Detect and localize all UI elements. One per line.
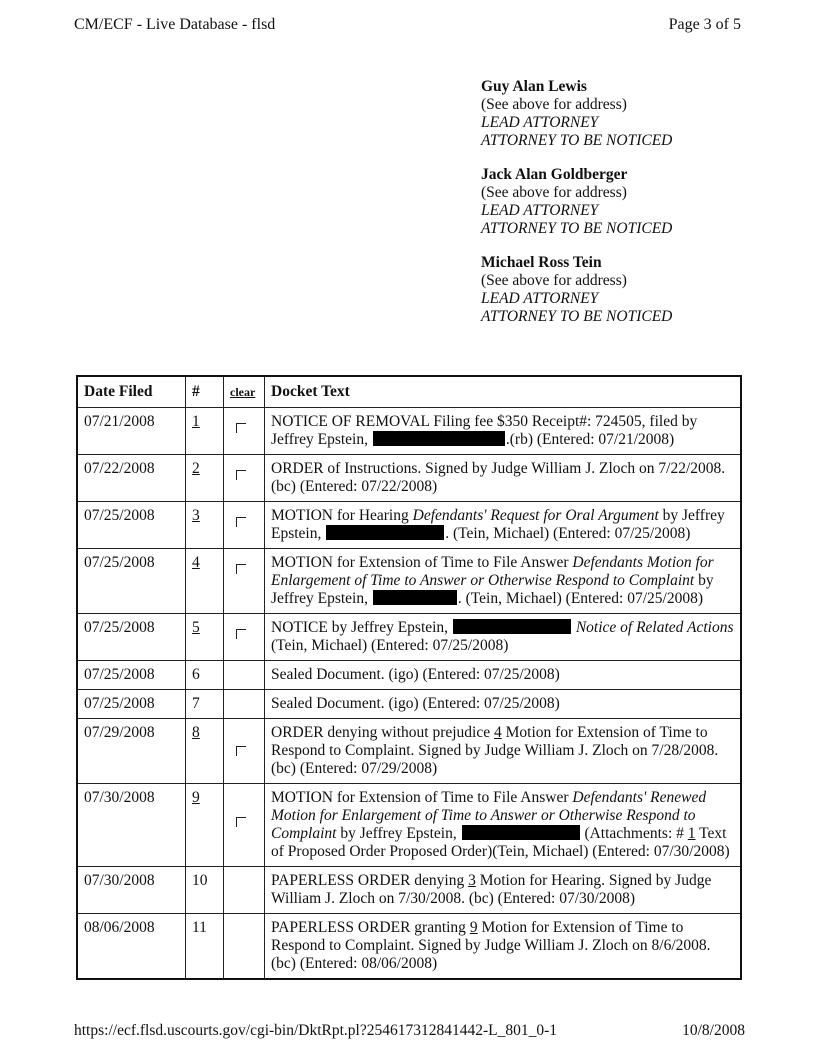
clear-header[interactable] bbox=[224, 376, 265, 408]
select-checkbox[interactable] bbox=[236, 423, 246, 433]
docket-number: 10 bbox=[186, 867, 224, 914]
attorney-address: (See above for address) bbox=[481, 184, 627, 201]
docket-text: Sealed Document. (igo) (Entered: 07/25/2008) bbox=[265, 661, 742, 690]
docket-number-link[interactable]: 5 bbox=[192, 619, 200, 636]
reference-link[interactable]: 3 bbox=[468, 872, 476, 889]
attorney-entry bbox=[481, 254, 672, 326]
redaction-block bbox=[326, 525, 444, 540]
attorney-role: LEAD ATTORNEY bbox=[481, 114, 599, 131]
docket-header-row bbox=[77, 376, 741, 408]
docket-number: 11 bbox=[186, 914, 224, 980]
attorney-address: (See above for address) bbox=[481, 96, 627, 113]
docket-row bbox=[77, 867, 741, 914]
docket-row bbox=[77, 549, 741, 614]
attorney-role: ATTORNEY TO BE NOTICED bbox=[481, 132, 673, 149]
page-header-title: CM/ECF - Live Database - flsd bbox=[74, 16, 276, 33]
page-number: Page 3 of 5 bbox=[668, 16, 741, 33]
date-filed: 08/06/2008 bbox=[77, 914, 186, 980]
date-filed: 07/22/2008 bbox=[77, 455, 186, 502]
attorney-entry bbox=[481, 166, 672, 238]
select-checkbox[interactable] bbox=[236, 746, 246, 756]
attorney-name: Michael Ross Tein bbox=[481, 254, 602, 271]
docket-text: Sealed Document. (igo) (Entered: 07/25/2008) bbox=[265, 690, 742, 719]
docket-text: MOTION for Extension of Time to File Answer Defendants' Renewed Motion for Enlargement of Time to Answer or Otherwise Respond to Complaint by Jeffrey Epstein, (Attachments: # 1 Text of Proposed Order Proposed Order)(Tein, Michael) (Entered: 07/30/2008) bbox=[265, 784, 742, 867]
select-checkbox[interactable] bbox=[236, 517, 246, 527]
redaction-block bbox=[373, 431, 505, 446]
docket-number-link[interactable]: 1 bbox=[192, 413, 200, 430]
page-url: https://ecf.flsd.uscourts.gov/cgi-bin/DktRpt.pl?254617312841442-L_801_0-1 bbox=[74, 1022, 558, 1039]
attorney-name: Guy Alan Lewis bbox=[481, 78, 587, 95]
date-filed: 07/25/2008 bbox=[77, 661, 186, 690]
docket-row bbox=[77, 661, 741, 690]
docket-text: MOTION for Hearing Defendants' Request for Oral Argument by Jeffrey Epstein, . (Tein, Michael) (Entered: 07/25/2008) bbox=[265, 502, 742, 549]
redaction-block bbox=[462, 825, 580, 840]
attorney-role: ATTORNEY TO BE NOTICED bbox=[481, 308, 673, 325]
date-filed: 07/25/2008 bbox=[77, 549, 186, 614]
date-filed-header: Date Filed bbox=[77, 376, 186, 408]
docket-number-link[interactable]: 8 bbox=[192, 724, 200, 741]
docket-row bbox=[77, 502, 741, 549]
docket-number-link[interactable]: 2 bbox=[192, 460, 200, 477]
docket-row bbox=[77, 690, 741, 719]
date-filed: 07/25/2008 bbox=[77, 690, 186, 719]
docket-table bbox=[76, 375, 742, 980]
attorney-entry bbox=[481, 78, 672, 150]
docket-number-link[interactable]: 4 bbox=[192, 554, 200, 571]
redaction-block bbox=[373, 590, 457, 605]
date-filed: 07/21/2008 bbox=[77, 408, 186, 455]
date-filed: 07/30/2008 bbox=[77, 867, 186, 914]
docket-row bbox=[77, 784, 741, 867]
date-filed: 07/30/2008 bbox=[77, 784, 186, 867]
docket-text: ORDER of Instructions. Signed by Judge William J. Zloch on 7/22/2008. (bc) (Entered: 07/22/2008) bbox=[265, 455, 742, 502]
docket-row bbox=[77, 614, 741, 661]
docket-text: ORDER denying without prejudice 4 Motion for Extension of Time to Respond to Complaint. Signed by Judge William J. Zloch on 7/28/2008. (bc) (Entered: 07/29/2008) bbox=[265, 719, 742, 784]
docket-text: NOTICE by Jeffrey Epstein, Notice of Related Actions (Tein, Michael) (Entered: 07/25/2008) bbox=[265, 614, 742, 661]
attorney-address: (See above for address) bbox=[481, 272, 627, 289]
date-filed: 07/25/2008 bbox=[77, 614, 186, 661]
reference-link[interactable]: 9 bbox=[469, 919, 478, 936]
print-date: 10/8/2008 bbox=[682, 1022, 745, 1039]
date-filed: 07/29/2008 bbox=[77, 719, 186, 784]
docket-text: NOTICE OF REMOVAL Filing fee $350 Receipt#: 724505, filed by Jeffrey Epstein, .(rb) (Entered: 07/21/2008) bbox=[265, 408, 742, 455]
attorney-role: LEAD ATTORNEY bbox=[481, 202, 599, 219]
select-checkbox[interactable] bbox=[236, 470, 246, 480]
attorney-role: ATTORNEY TO BE NOTICED bbox=[481, 220, 673, 237]
docket-number-link[interactable]: 3 bbox=[192, 507, 200, 524]
select-checkbox[interactable] bbox=[236, 564, 246, 574]
docket-text: MOTION for Extension of Time to File Answer Defendants Motion for Enlargement of Time to Answer or Otherwise Respond to Complaint by Jeffrey Epstein, . (Tein, Michael) (Entered: 07/25/2008) bbox=[265, 549, 742, 614]
docket-row bbox=[77, 408, 741, 455]
date-filed: 07/25/2008 bbox=[77, 502, 186, 549]
select-checkbox[interactable] bbox=[236, 629, 246, 639]
docket-number: 7 bbox=[186, 690, 224, 719]
docket-row bbox=[77, 719, 741, 784]
number-header: # bbox=[186, 376, 224, 408]
attachment-link[interactable]: 1 bbox=[687, 825, 696, 842]
docket-text: PAPERLESS ORDER granting 9 Motion for Extension of Time to Respond to Complaint. Signed by Judge William J. Zloch on 8/6/2008. (bc) (Entered: 08/06/2008) bbox=[265, 914, 742, 980]
attorney-role: LEAD ATTORNEY bbox=[481, 290, 599, 307]
redaction-block bbox=[453, 619, 571, 634]
select-checkbox[interactable] bbox=[236, 817, 246, 827]
docket-text: PAPERLESS ORDER denying 3 Motion for Hearing. Signed by Judge William J. Zloch on 7/30/2008. (bc) (Entered: 07/30/2008) bbox=[265, 867, 742, 914]
docket-row bbox=[77, 455, 741, 502]
docket-text-header: Docket Text bbox=[265, 376, 742, 408]
reference-link[interactable]: 4 bbox=[494, 724, 502, 741]
attorney-name: Jack Alan Goldberger bbox=[481, 166, 628, 183]
docket-number-link[interactable]: 9 bbox=[192, 789, 200, 806]
clear-link[interactable]: clear bbox=[230, 385, 256, 399]
docket-number: 6 bbox=[186, 661, 224, 690]
attorney-list bbox=[481, 78, 672, 342]
docket-row bbox=[77, 914, 741, 980]
